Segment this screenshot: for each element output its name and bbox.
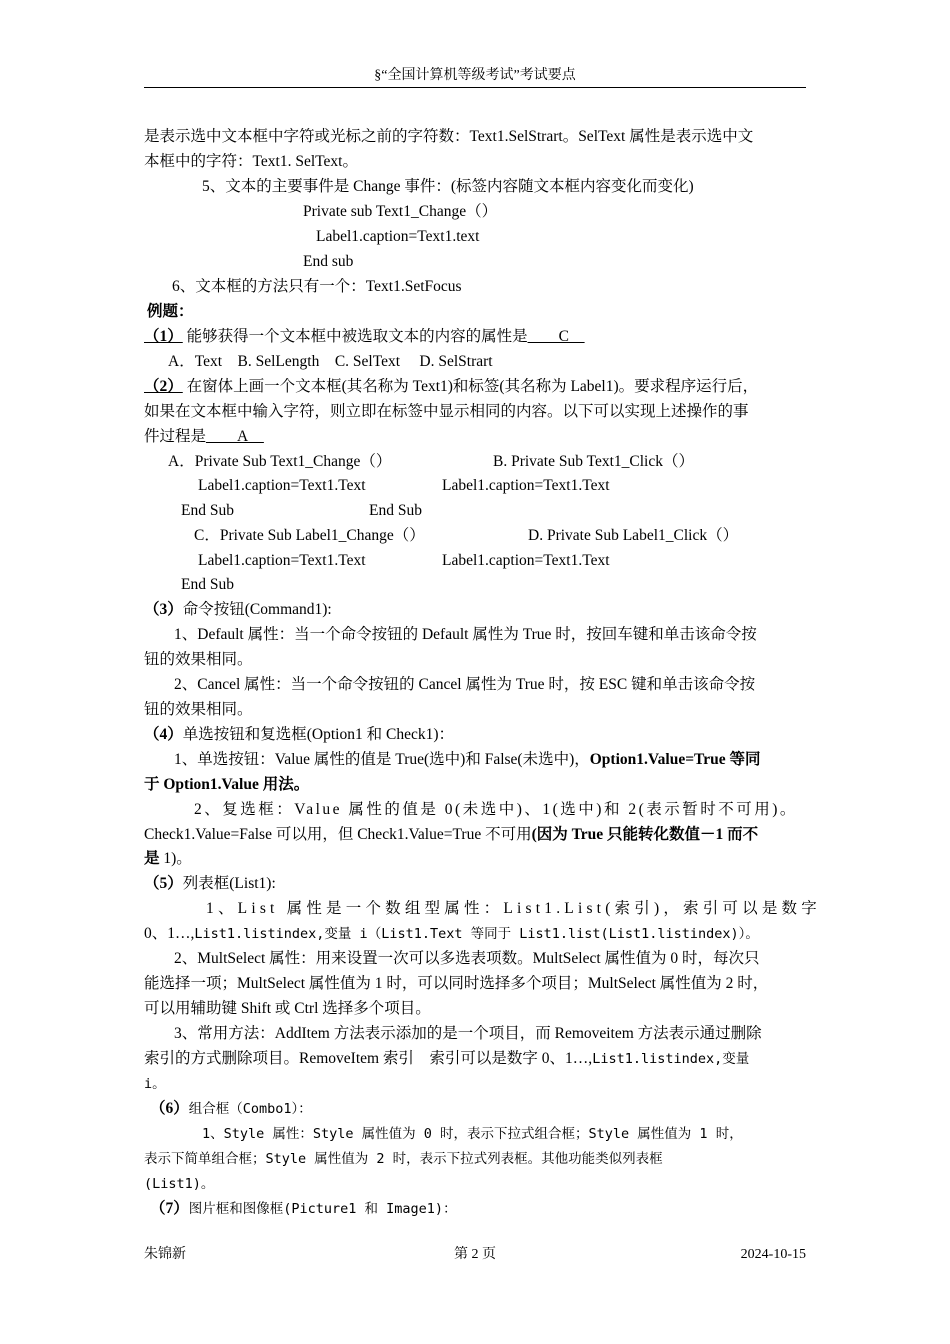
- text-run: 0、1…,: [144, 925, 195, 942]
- text-line: [144, 823, 758, 847]
- text-line: 1、Default 属性：当一个命令按钮的 Default 属性为 True 时，按回车键和单击该命令按: [174, 626, 757, 643]
- text-line: 3、常用方法：AddItem 方法表示添加的是一个项目，而 Removeitem 方法表示通过删除: [174, 1025, 762, 1042]
- text-run-bold: Option1.Value=True 等同: [589, 751, 761, 768]
- answer-blank: ____C__: [527, 328, 585, 345]
- code-line: Private sub Text1_Change（）: [303, 203, 498, 220]
- option-c: C．Private Sub Label1_Change（）: [194, 527, 425, 544]
- option-c-end: End Sub: [181, 576, 234, 593]
- text-line: 表示下简单组合框；Style 属性值为 2 时，表示下拉式列表框。其他功能类似列表框: [144, 1151, 663, 1167]
- text-line: [144, 425, 264, 449]
- code-line: Label1.caption=Text1.text: [316, 228, 480, 245]
- code-line: End sub: [303, 253, 354, 270]
- text-run: 索引的方式删除项目。RemoveItem 索引 索引可以是数字 0、1…,: [144, 1050, 593, 1067]
- section-title: 组合框（Combo1）：: [188, 1101, 312, 1117]
- question-text: 能够获得一个文本框中被选取文本的内容的属性是: [182, 328, 528, 345]
- text-line: 可以用辅助键 Shift 或 Ctrl 选择多个项目。: [144, 1000, 431, 1017]
- text-line: 6、文本框的方法只有一个：Text1.SetFocus: [172, 278, 462, 295]
- text-line: 本框中的字符：Text1. SelText。: [144, 153, 358, 170]
- text-line: 钮的效果相同。: [144, 651, 253, 668]
- section-heading: [150, 1097, 312, 1121]
- text-line: 如果在文本框中输入字符，则立即在标签中显示相同的内容。以下可以实现上述操作的事: [144, 403, 749, 420]
- section-number: （3）: [144, 601, 183, 618]
- header-rule: [144, 87, 806, 88]
- section-heading: [144, 872, 276, 896]
- question-number: （1）: [144, 328, 183, 345]
- question-1-options: A．Text B. SelLength C. SelText D. SelStrart: [168, 353, 493, 370]
- footer-page-number: 第 2 页: [454, 1247, 496, 1262]
- option-b-body: Label1.caption=Text1.Text: [442, 477, 610, 494]
- section-title: 列表框(List1):: [182, 875, 276, 892]
- text-line: i。: [144, 1076, 166, 1092]
- text-line: [144, 847, 192, 871]
- section-number: （5）: [144, 875, 183, 892]
- text-line: 能选择一项；MultSelect 属性值为 1 时，可以同时选择多个项目；MultSelect 属性值为 2 时，: [144, 975, 769, 992]
- question-number: （2）: [144, 378, 183, 395]
- section-title: 命令按钮(Command1):: [182, 601, 332, 618]
- text-run-bold: (因为 True 只能转化数值－1 而不: [531, 826, 759, 843]
- answer-blank: ____A__: [206, 428, 264, 445]
- text-run: Check1.Value=False 可以用，但 Check1.Value=True 不可用: [144, 826, 532, 843]
- text-line: 2、MultSelect 属性：用来设置一次可以多选表项数。MultSelect 属性值为 0 时，每次只: [174, 950, 760, 967]
- section-heading: [144, 598, 332, 622]
- option-c-body: Label1.caption=Text1.Text: [198, 552, 366, 569]
- text-line: [144, 922, 759, 946]
- section-title: 图片框和图像框(Picture1 和 Image1)：: [188, 1201, 457, 1217]
- section-heading: [144, 723, 454, 747]
- option-b: B. Private Sub Text1_Click（）: [493, 453, 694, 470]
- text-run: 1)。: [159, 850, 192, 867]
- option-a-body: Label1.caption=Text1.Text: [198, 477, 366, 494]
- text-line: 是表示选中文本框中字符或光标之前的字符数：Text1.SelStrart。SelText 属性是表示选中文: [144, 128, 754, 145]
- section-title: 单选按钮和复选框(Option1 和 Check1)：: [182, 726, 454, 743]
- text-line: 5、文本的主要事件是 Change 事件：(标签内容随文本框内容变化而变化): [202, 178, 694, 195]
- option-d-body: Label1.caption=Text1.Text: [442, 552, 610, 569]
- text-line: 2、复选框：Value 属性的值是 0(未选中)、1(选中)和 2(表示暂时不可用)。: [194, 801, 798, 818]
- option-d: D. Private Sub Label1_Click（）: [528, 527, 739, 544]
- option-a-end: End Sub: [181, 502, 234, 519]
- question-2: [144, 375, 758, 399]
- text-line: 1、Style 属性：Style 属性值为 0 时，表示下拉式组合框；Style 属性值为 1 时，: [202, 1126, 743, 1142]
- question-text: 在窗体上画一个文本框(其名称为 Text1)和标签(其名称为 Label1)。要求程序运行后，: [182, 378, 759, 395]
- question-1: [144, 325, 585, 349]
- option-b-end: End Sub: [369, 502, 422, 519]
- text-run: 1、单选按钮：Value 属性的值是 True(选中)和 False(未选中)，: [174, 751, 590, 768]
- text-line-bold: 于 Option1.Value 用法。: [144, 776, 310, 793]
- text-run-mono: List1.listindex,变量: [592, 1051, 750, 1067]
- footer-date: 2024-10-15: [740, 1247, 806, 1262]
- section-heading-examples: 例题：: [147, 303, 194, 320]
- text-line: [144, 1047, 749, 1071]
- text-line: 1、List 属性是一个数组型属性：List1.List(索引)，索引可以是数字: [206, 900, 821, 917]
- text-run-mono: List1.listindex,变量 i（List1.Text 等同于 List1.list(List1.listindex)）。: [194, 926, 759, 942]
- text-line: (List1)。: [144, 1176, 215, 1192]
- section-heading: [150, 1197, 457, 1221]
- text-line: 钮的效果相同。: [144, 701, 253, 718]
- footer-author: 朱锦新: [144, 1247, 186, 1262]
- option-a: A．Private Sub Text1_Change（）: [168, 453, 392, 470]
- question-text: 件过程是: [144, 428, 207, 445]
- text-line: [174, 748, 761, 772]
- text-run-bold: 是: [144, 850, 160, 867]
- section-number: （6）: [150, 1100, 189, 1117]
- text-line: 2、Cancel 属性：当一个命令按钮的 Cancel 属性为 True 时，按 ESC 键和单击该命令按: [174, 676, 756, 693]
- section-number: （4）: [144, 726, 183, 743]
- page-header: §“全国计算机等级考试”考试要点: [374, 68, 576, 83]
- section-number: （7）: [150, 1200, 189, 1217]
